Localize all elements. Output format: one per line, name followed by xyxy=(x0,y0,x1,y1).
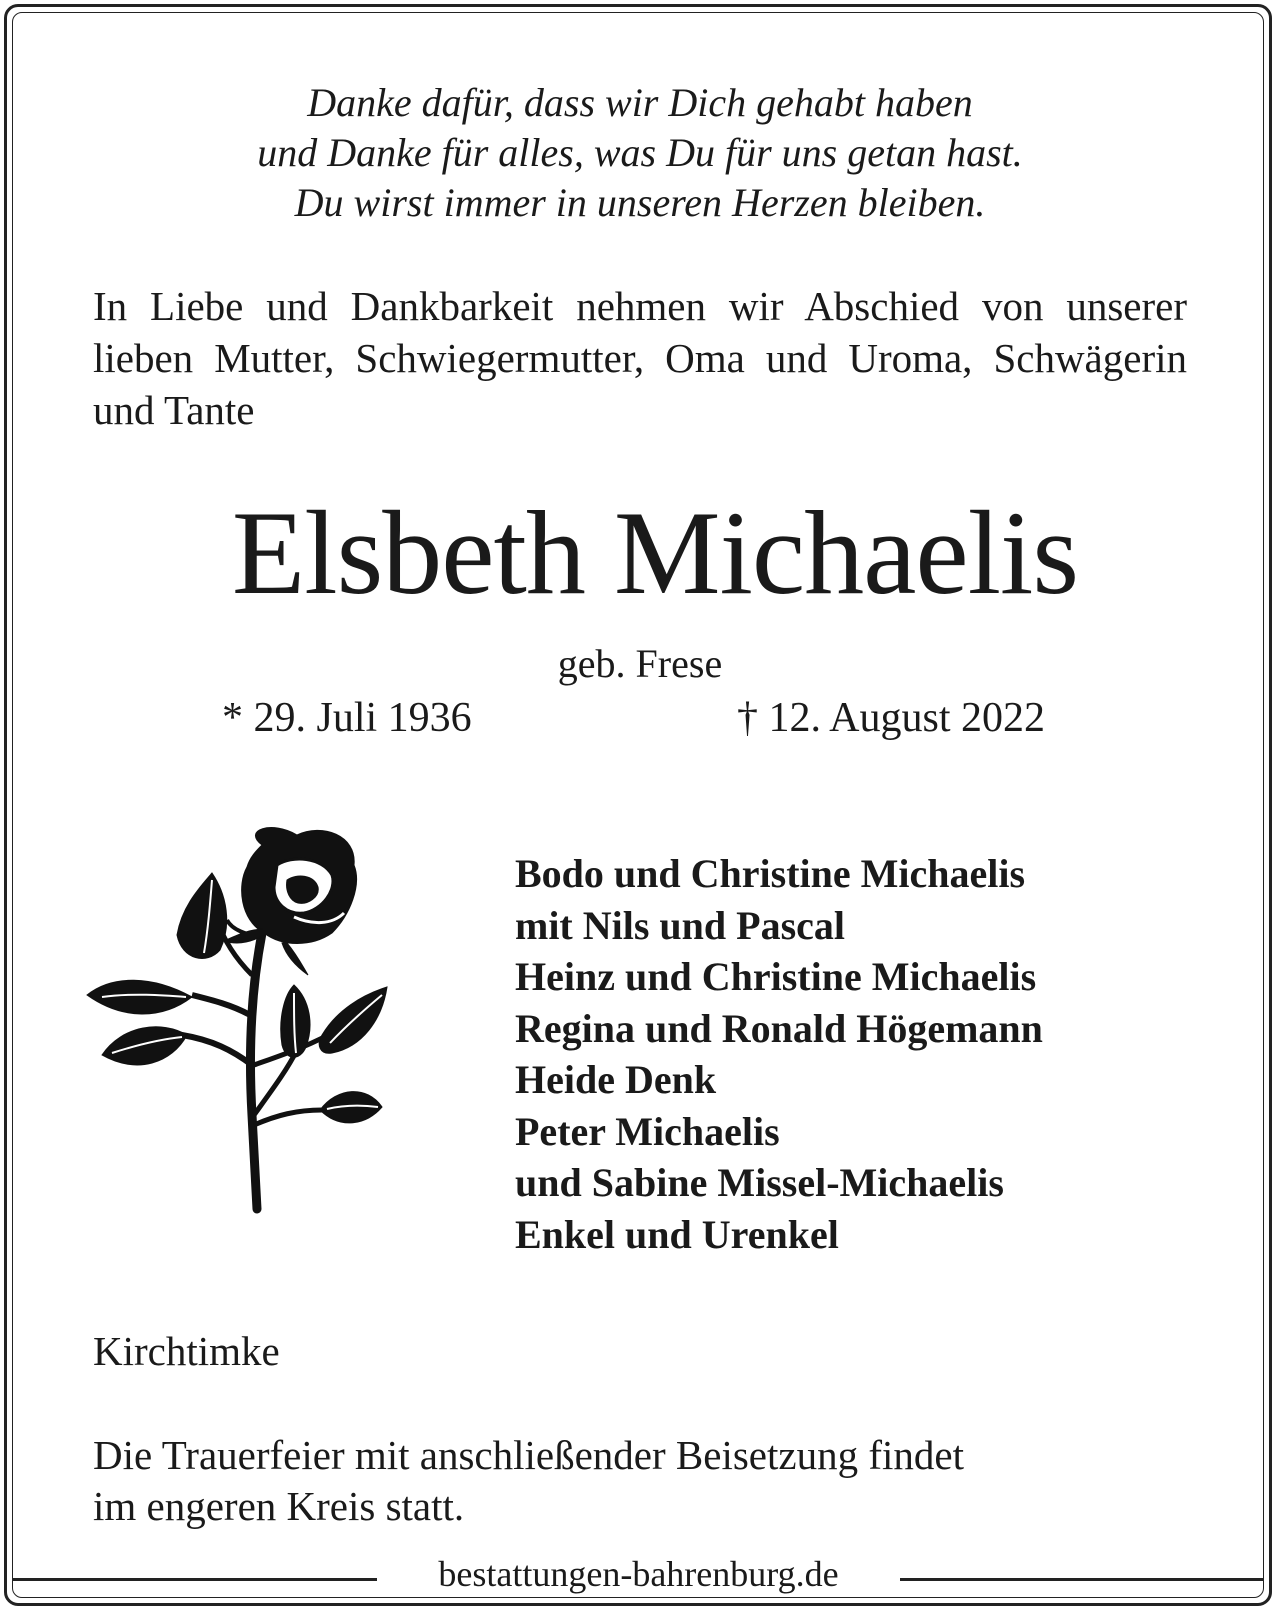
death-date: † 12. August 2022 xyxy=(737,695,1046,741)
place-name: Kirchtimke xyxy=(93,1328,280,1374)
footer-website: bestattungen-bahrenburg.de xyxy=(377,1552,900,1596)
deceased-name: Elsbeth Michaelis xyxy=(231,486,1079,619)
family-line: und Sabine Missel-Michaelis xyxy=(515,1160,1004,1205)
family-line: Heinz und Christine Michaelis xyxy=(515,954,1037,999)
family-line: Bodo und Christine Michaelis xyxy=(515,851,1026,896)
family-line: Regina und Ronald Högemann xyxy=(515,1005,1043,1051)
family-line: mit Nils und Pascal xyxy=(515,902,846,948)
ceremony-notice: Die Trauerfeier mit anschließender Beisetzung findet im engeren Kreis statt. xyxy=(93,1432,964,1529)
intro-text: In Liebe und Dankbarkeit nehmen wir Abschied von unserer lieben Mutter, Schwiegermutter, Oma und Uroma, Schwägerin und Tante xyxy=(93,283,1187,433)
poem-line: Du wirst immer in unseren Herzen bleiben. xyxy=(294,180,986,225)
family-line: Heide Denk xyxy=(515,1057,717,1102)
family-line: Peter Michaelis xyxy=(515,1108,780,1154)
family-line: Enkel und Urenkel xyxy=(515,1211,839,1257)
maiden-name: geb. Frese xyxy=(557,641,723,686)
poem-line: Danke dafür, dass wir Dich gehabt haben xyxy=(307,80,973,125)
family-list xyxy=(515,848,1043,1260)
rose-icon xyxy=(82,825,407,1225)
poem-line: und Danke für alles, was Du für uns getan hast. xyxy=(257,130,1023,175)
poem xyxy=(0,78,1280,228)
footer-divider-left xyxy=(12,1578,377,1581)
birth-date: * 29. Juli 1936 xyxy=(222,695,472,741)
footer-divider-right xyxy=(900,1578,1264,1581)
